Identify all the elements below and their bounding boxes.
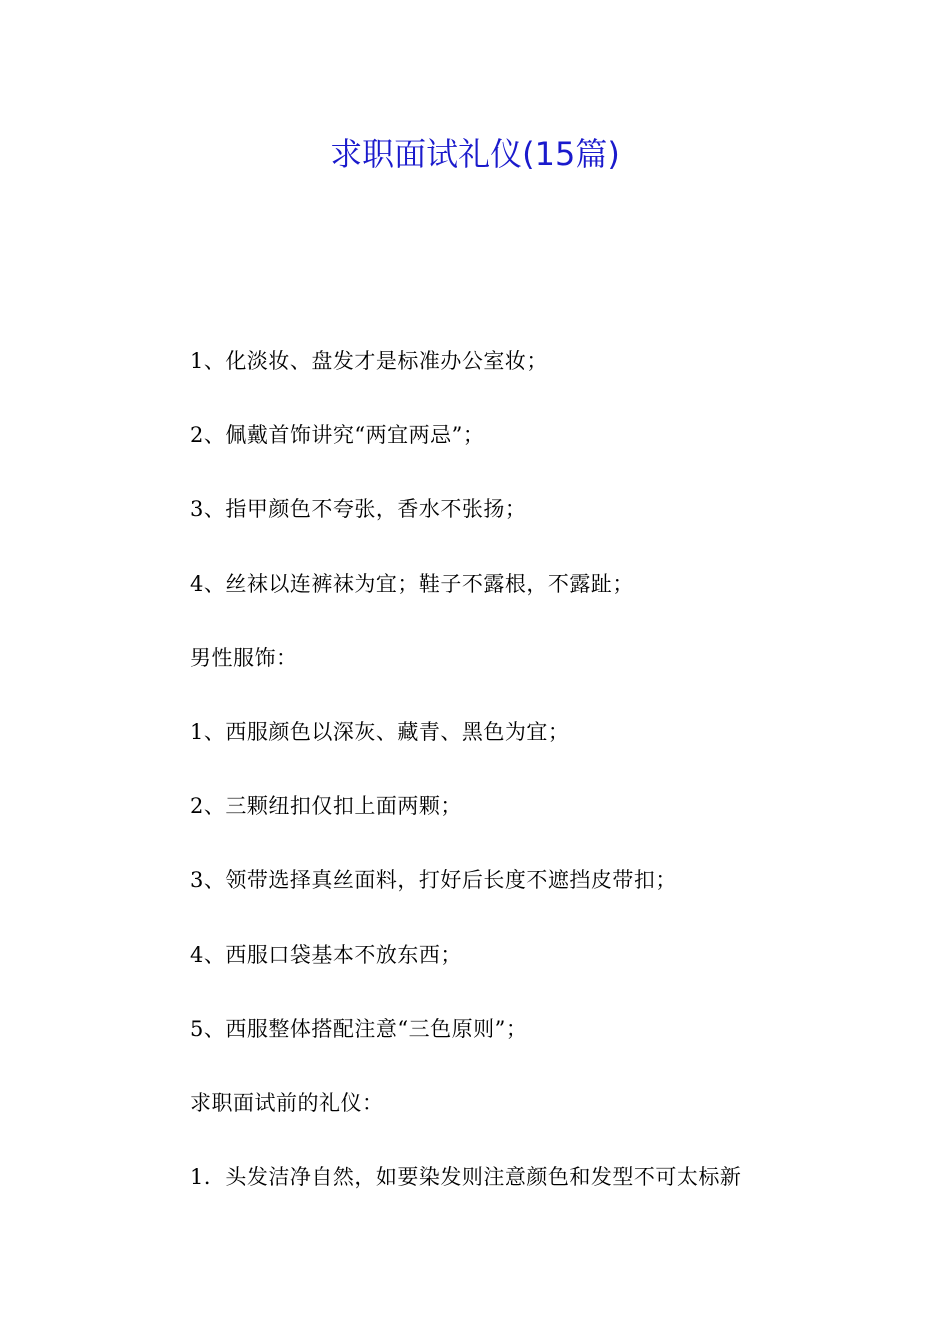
list-item: 1、化淡妆、盘发才是标准办公室妆； bbox=[190, 349, 548, 373]
list-item: 3、指甲颜色不夸张，香水不张扬； bbox=[190, 497, 527, 522]
section-heading: 男性服饰： bbox=[190, 645, 298, 670]
list-item: 3、领带选择真丝面料，打好后长度不遮挡皮带扣； bbox=[190, 868, 677, 893]
list-item: 4、丝袜以连裤袜为宜；鞋子不露根，不露趾； bbox=[190, 571, 634, 596]
document-body bbox=[190, 339, 870, 1229]
list-item: 1．头发洁净自然，如要染发则注意颜色和发型不可太标新 bbox=[190, 1165, 742, 1190]
section-heading: 求职面试前的礼仪： bbox=[190, 1090, 384, 1115]
list-item: 2、三颗纽扣仅扣上面两颗； bbox=[190, 794, 462, 819]
list-item: 2、佩戴首饰讲究“两宜两忌”； bbox=[190, 423, 485, 448]
list-item: 5、西服整体搭配注意“三色原则”； bbox=[190, 1016, 528, 1041]
list-item: 1、西服颜色以深灰、藏青、黑色为宜； bbox=[190, 719, 570, 744]
document-title: 求职面试礼仪(15篇) bbox=[330, 135, 620, 173]
list-item: 4、西服口袋基本不放东西； bbox=[190, 942, 462, 967]
